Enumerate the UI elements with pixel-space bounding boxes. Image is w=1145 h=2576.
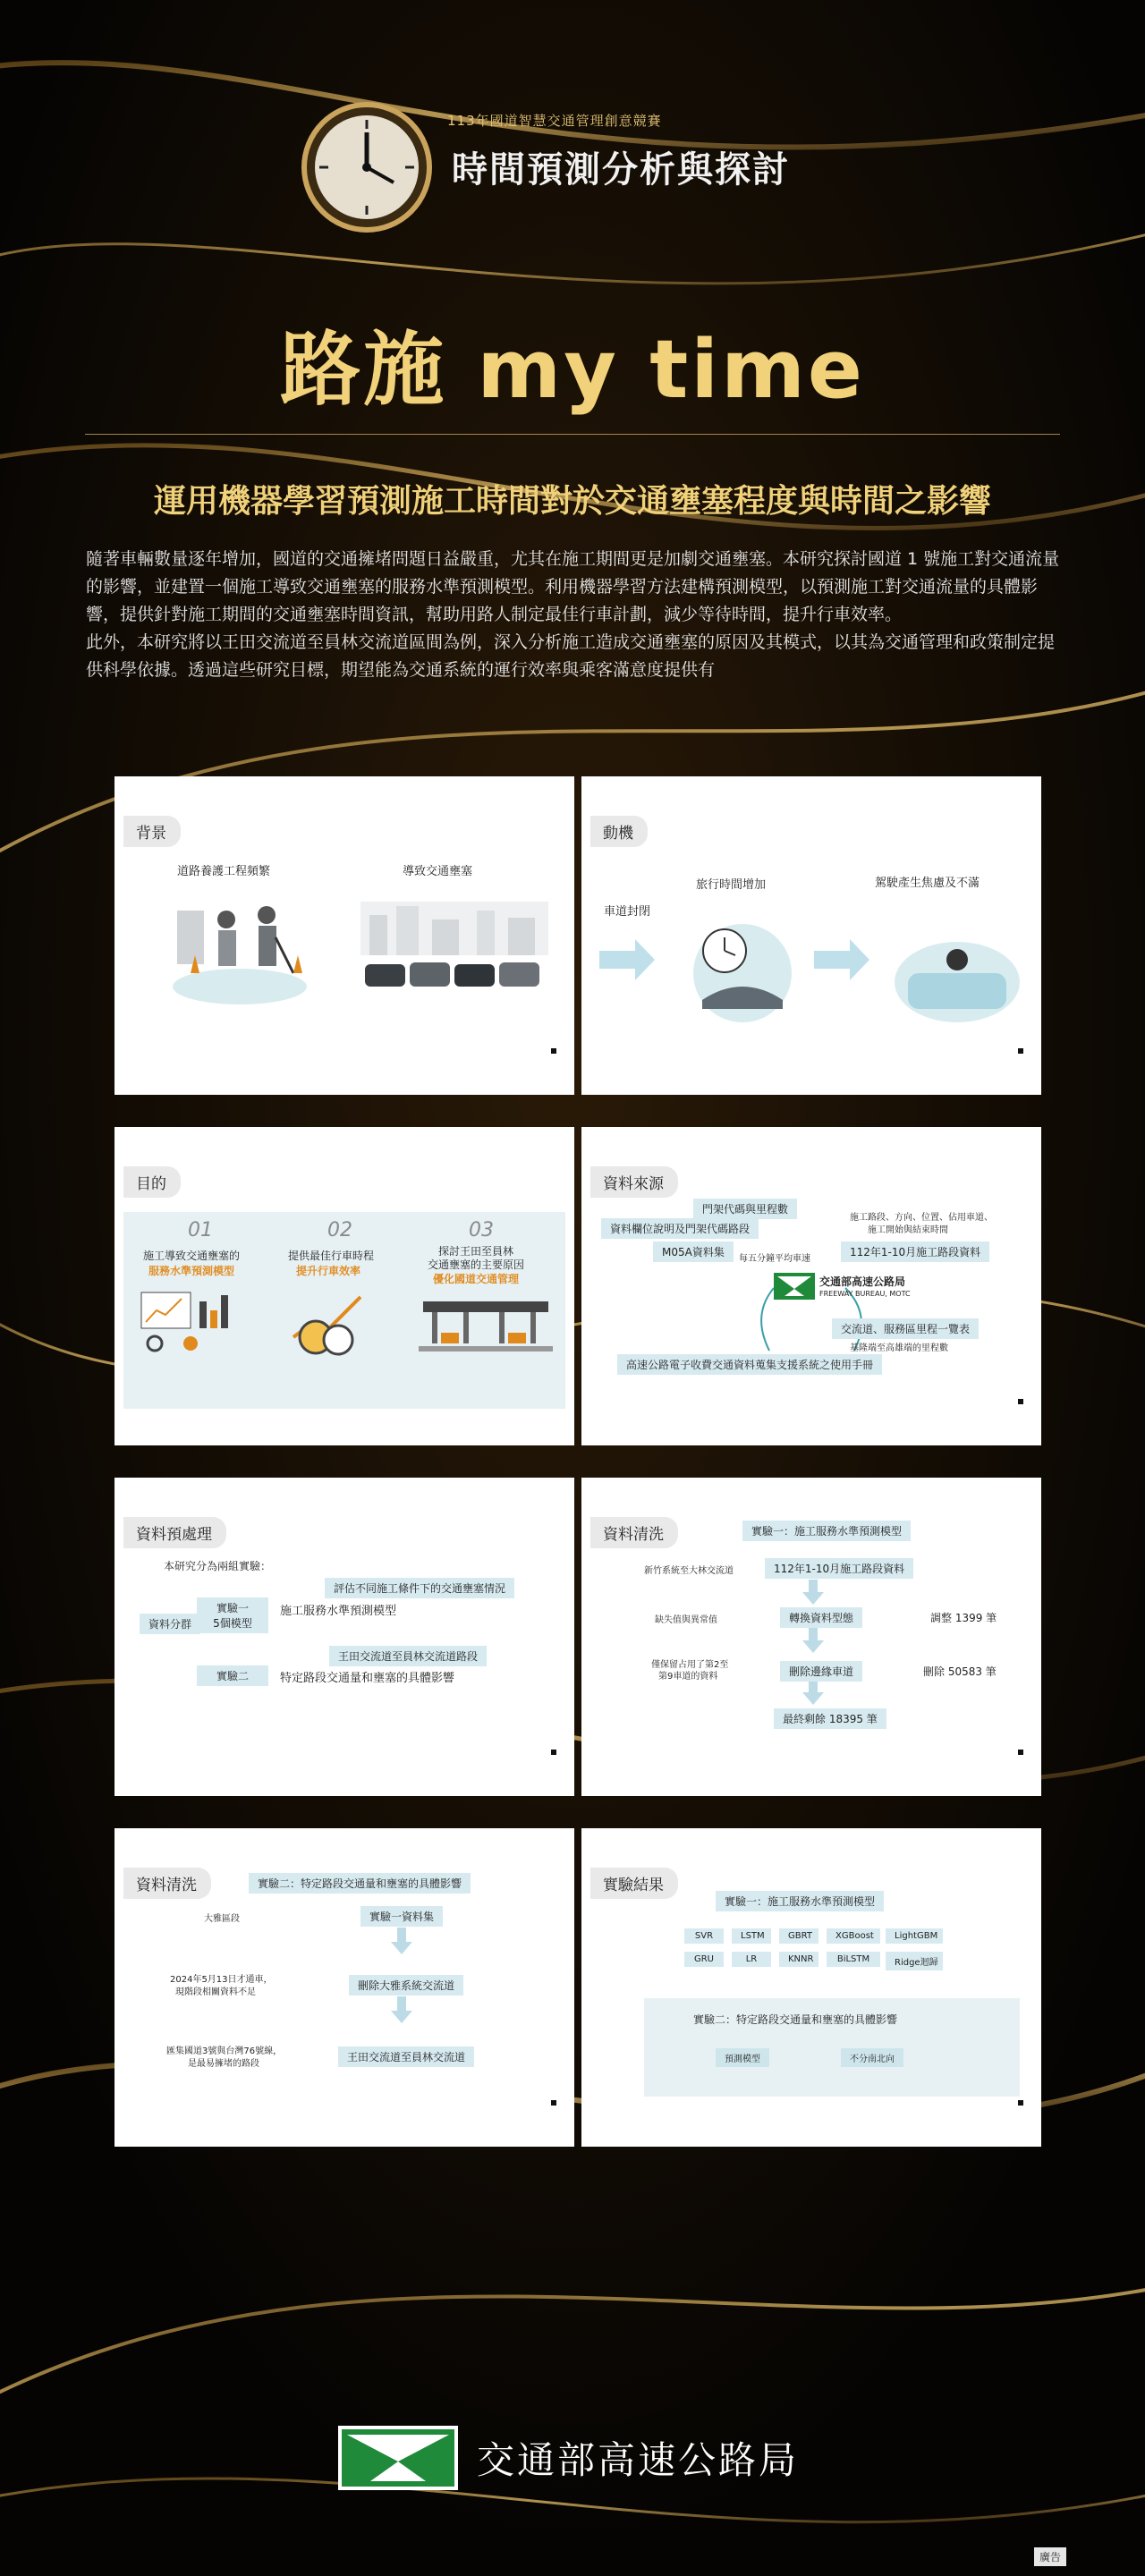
road-maintenance-label: 道路養護工程頻繁 xyxy=(177,865,271,878)
arrow-down-icon xyxy=(391,2011,412,2023)
m05a-box: M05A資料集 xyxy=(653,1241,734,1262)
purpose-2-number: 02 xyxy=(327,1219,352,1241)
traffic-jam-illustration xyxy=(360,893,548,1009)
arrow-down-icon xyxy=(391,1942,412,1954)
slide-data-source xyxy=(581,1127,1041,1445)
slide-preprocessing xyxy=(114,1478,574,1796)
purpose-3-line1: 探討王田至員林 xyxy=(438,1245,514,1258)
clean2-left2a: 2024年5月13日才通車， xyxy=(170,1975,273,1985)
model-lr: LR xyxy=(732,1952,771,1967)
divider xyxy=(85,434,1060,435)
construction-note-1: 施工路段、方向、位置、佔用車道、 xyxy=(850,1213,993,1223)
toll-station-icon xyxy=(419,1292,553,1360)
chart-dashboard-icon xyxy=(137,1288,258,1355)
gantry-code-box: 門架代碼與里程數 xyxy=(693,1199,797,1219)
competition-kicker: 113年國道智慧交通管理創意競賽 xyxy=(447,113,662,129)
clean2-center3: 王田交流道至員林交流道 xyxy=(338,2046,474,2067)
slide-tag: 資料預處理 xyxy=(123,1517,226,1548)
congestion-label: 導致交通壅塞 xyxy=(403,865,473,878)
model-knnr: KNNR xyxy=(779,1952,818,1967)
purpose-1-number: 01 xyxy=(188,1219,213,1241)
clock-icon xyxy=(300,100,434,234)
arrow-down-icon xyxy=(802,1692,824,1705)
model-svr: SVR xyxy=(684,1928,724,1944)
construction-note-2: 施工開始與結束時間 xyxy=(868,1225,948,1235)
clean2-left1: 大雅區段 xyxy=(204,1914,240,1924)
freeway-bureau-logo-icon xyxy=(774,1273,815,1300)
clean1-center1: 112年1-10月施工路段資料 xyxy=(765,1558,913,1579)
exp2-box: 實驗二 xyxy=(197,1665,268,1686)
prediction-model-box: 預測模型 xyxy=(716,2048,769,2067)
page-title: 路施 my time xyxy=(280,323,865,417)
slide-tag: 實驗結果 xyxy=(590,1868,678,1899)
motivation-flow-illustration xyxy=(599,919,1029,1027)
badge-title: 時間預測分析與探討 xyxy=(452,149,790,191)
interchange-list-box: 交流道、服務區里程一覽表 xyxy=(832,1318,979,1339)
model-bilstm: BiLSTM xyxy=(827,1952,880,1967)
five-min-speed-label: 每五分鐘平均車速 xyxy=(739,1254,810,1264)
clean2-left3a: 匯集國道3號與台灣76號線， xyxy=(166,2046,283,2056)
slide-cleaning-exp2 xyxy=(114,1828,574,2147)
intro-paragraph-1: 隨著車輛數量逐年增加，國道的交通擁堵問題日益嚴重，尤其在施工期間更是加劇交通壅塞。本研究探討國道 1 號施工對交通流量的影響，並建置一個施工導致交通壅塞的服務水準預測模型。利用機器學習方法建構預測模型，以預測施工對交通流量的具體影響，提供針對施工期間的交通壅塞時間資訊，幫助用路人制定最佳行車計劃，減少等待時間，提升行車效率。 xyxy=(86,549,1060,624)
slide-purpose xyxy=(114,1127,574,1445)
slide-tag: 資料清洗 xyxy=(590,1517,678,1548)
model-gbrt: GBRT xyxy=(779,1928,818,1944)
results-exp2-title: 實驗二：特定路段交通量和壅塞的具體影響 xyxy=(693,2013,898,2026)
slide-motivation xyxy=(581,776,1041,1095)
efficiency-clock-icon xyxy=(289,1288,378,1360)
clean2-center1: 實驗一資料集 xyxy=(360,1906,443,1927)
clean2-center2: 刪除大雅系統交流道 xyxy=(349,1975,463,1996)
arrow-down-icon xyxy=(802,1640,824,1653)
exp1-description: 施工服務水準預測模型 xyxy=(280,1605,397,1618)
purpose-3-line1b: 交通壅塞的主要原因 xyxy=(428,1258,525,1271)
road-workers-illustration xyxy=(159,884,311,1009)
research-subtitle: 運用機器學習預測施工時間對於交通壅塞程度與時間之影響 xyxy=(153,483,991,520)
freeway-bureau-logo xyxy=(338,2426,458,2490)
intro-paragraph-2: 此外，本研究將以王田交流道至員林交流道區間為例，深入分析施工造成交通壅塞的原因及其模式，以其為交通管理和政策制定提供科學依據。透過這些研究目標，期望能為交通系統的運行效率與乘客滿意度提供有 xyxy=(86,632,1056,680)
ad-badge: 廣告 xyxy=(1034,2547,1066,2566)
slide-tag: 目的 xyxy=(123,1166,181,1198)
clean1-left3a: 僅保留占用了第2至 xyxy=(651,1660,729,1670)
clean1-right3: 刪除 50583 筆 xyxy=(914,1661,1005,1682)
purpose-3-line2: 優化國道交通管理 xyxy=(433,1273,520,1285)
model-xgboost: XGBoost xyxy=(827,1928,880,1944)
exp2-scope-box: 王田交流道至員林交流道路段 xyxy=(329,1646,487,1666)
clean1-title-box: 實驗一：施工服務水準預測模型 xyxy=(742,1521,911,1541)
construction-data-box: 112年1-10月施工路段資料 xyxy=(841,1241,989,1262)
data-split-box: 資料分群 xyxy=(140,1614,200,1634)
slide-tag: 資料來源 xyxy=(590,1166,678,1198)
purpose-1-line1: 施工導致交通壅塞的 xyxy=(143,1250,241,1262)
exp1-scope-box: 評估不同施工條件下的交通壅塞情況 xyxy=(325,1578,514,1598)
arrow-down-icon xyxy=(802,1592,824,1605)
clean1-left2: 缺失值與異常值 xyxy=(655,1615,717,1625)
model-lightgbm: LightGBM xyxy=(886,1928,943,1944)
clean1-left3b: 第9車道的資料 xyxy=(658,1672,718,1682)
purpose-2-line1: 提供最佳行車時程 xyxy=(288,1250,375,1262)
field-description-box: 資料欄位說明及門架代碼路段 xyxy=(601,1218,759,1239)
exp2-description: 特定路段交通量和壅塞的具體影響 xyxy=(280,1672,455,1685)
clean2-left2b: 現階段相關資料不足 xyxy=(175,1987,256,1997)
exp1-box xyxy=(197,1597,268,1633)
model-ridge: Ridge迴歸 xyxy=(886,1952,943,1970)
results-exp1-title: 實驗一：施工服務水準預測模型 xyxy=(716,1891,884,1911)
clean2-title-box: 實驗二：特定路段交通量和壅塞的具體影響 xyxy=(249,1873,471,1894)
model-lstm: LSTM xyxy=(732,1928,771,1944)
clean1-center3: 刪除邊緣車道 xyxy=(780,1661,862,1682)
slide-tag: 動機 xyxy=(590,816,648,847)
interchange-note: 基隆端至高雄端的里程數 xyxy=(850,1343,948,1353)
purpose-3-number: 03 xyxy=(469,1219,494,1241)
direction-box: 不分南北向 xyxy=(841,2048,903,2067)
clean1-result: 最終剩餘 18395 筆 xyxy=(774,1708,886,1729)
agency-name: 交通部高速公路局 xyxy=(819,1275,906,1288)
lane-closure-label: 車道封閉 xyxy=(604,905,651,919)
travel-time-label: 旅行時間增加 xyxy=(696,878,767,892)
intro-text xyxy=(86,546,1061,684)
experiment-intro: 本研究分為兩組實驗： xyxy=(164,1560,272,1572)
clean1-center2: 轉換資料型態 xyxy=(780,1607,862,1628)
clean1-left1: 新竹系統至大林交流道 xyxy=(644,1566,734,1576)
slide-background xyxy=(114,776,574,1095)
purpose-2-line2: 提升行車效率 xyxy=(296,1265,361,1277)
purpose-1-line2: 服務水準預測模型 xyxy=(148,1265,235,1277)
exp1-models: 5個模型 xyxy=(213,1617,252,1630)
clean1-right2: 調整 1399 筆 xyxy=(921,1607,1005,1628)
manual-box: 高速公路電子收費交通資料蒐集支援系統之使用手冊 xyxy=(617,1354,882,1375)
slide-tag: 資料清洗 xyxy=(123,1868,211,1899)
exp1-title: 實驗一 xyxy=(216,1602,249,1614)
model-gru: GRU xyxy=(684,1952,724,1967)
agency-footer-name: 交通部高速公路局 xyxy=(477,2438,800,2482)
slide-cleaning-exp1 xyxy=(581,1478,1041,1796)
slide-results xyxy=(581,1828,1041,2147)
slide-tag: 背景 xyxy=(123,816,181,847)
clean2-left3b: 是最易擁堵的路段 xyxy=(188,2059,259,2069)
agency-name-en: FREEWAY BUREAU, MOTC xyxy=(819,1290,911,1298)
driver-anxiety-label: 駕駛產生焦慮及不滿 xyxy=(875,877,980,890)
